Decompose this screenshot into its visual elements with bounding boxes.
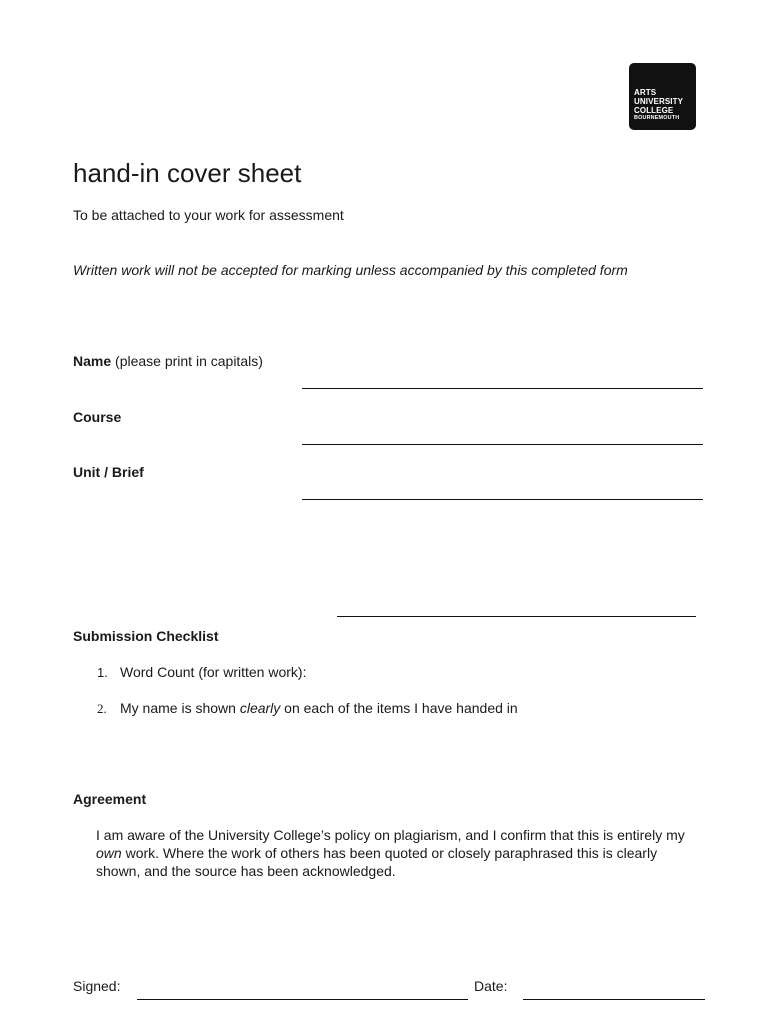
checklist-item [97, 664, 306, 680]
page-subtitle: To be attached to your work for assessment [73, 207, 344, 223]
college-logo [629, 63, 696, 130]
checklist-item-text: My name is shown [120, 700, 240, 716]
unit-brief-field-line[interactable] [302, 499, 703, 500]
logo-line: BOURNEMOUTH [634, 115, 680, 121]
submission-notice: Written work will not be accepted for marking unless accompanied by this completed form [73, 262, 628, 278]
agreement-text [96, 826, 696, 880]
page-title: hand-in cover sheet [73, 158, 302, 188]
checklist-item-text: on each of the items I have handed in [280, 700, 518, 716]
checklist-item-number: 2. [97, 701, 107, 716]
logo-line: ARTS [634, 88, 657, 97]
checklist-item-emphasis: clearly [239, 700, 281, 716]
course-label: Course [73, 409, 122, 425]
additional-field-line[interactable] [337, 616, 696, 617]
date-line[interactable] [523, 999, 705, 1000]
agreement-heading: Agreement [73, 791, 147, 807]
unit-brief-label: Unit / Brief [73, 464, 144, 480]
agreement-emphasis: own [96, 845, 122, 861]
checklist-item-number: 1. [97, 665, 108, 680]
date-label: Date: [474, 978, 508, 994]
checklist-item-text: Word Count (for written work): [120, 664, 307, 680]
course-field-line[interactable] [302, 444, 703, 445]
agreement-text-part: I am aware of the University College’s policy on plagiarism, and I confirm that this is entirely my [96, 827, 685, 843]
signature-line[interactable] [137, 999, 468, 1000]
logo-line: UNIVERSITY [634, 97, 684, 106]
name-field-line[interactable] [302, 388, 703, 389]
signed-label: Signed: [73, 978, 121, 994]
agreement-text-part: work. Where the work of others has been quoted or closely paraphrased this is clearly shown, and the source has been acknowledged. [96, 845, 658, 879]
name-label [73, 353, 263, 369]
name-label-text: Name [73, 353, 112, 369]
logo-line: COLLEGE [634, 106, 674, 115]
checklist-item [97, 700, 518, 717]
checklist-heading: Submission Checklist [73, 628, 219, 644]
name-label-note: (please print in capitals) [111, 353, 263, 369]
